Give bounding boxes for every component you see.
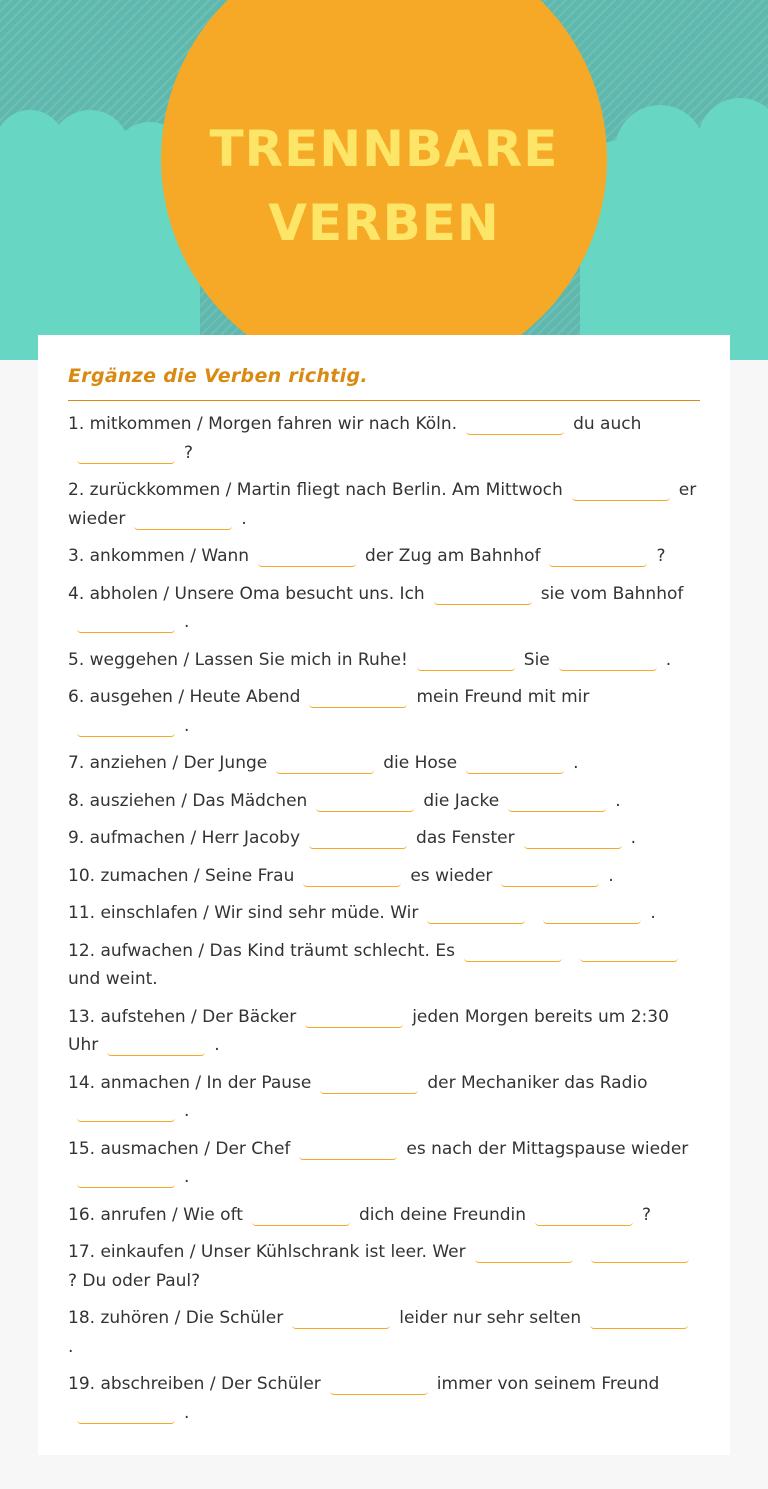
exercise-item xyxy=(68,539,700,577)
answer-blank-1[interactable] xyxy=(299,1137,397,1160)
exercise-item xyxy=(68,746,700,784)
answer-blank-1[interactable] xyxy=(309,826,407,849)
exercise-item xyxy=(68,1066,700,1132)
exercise-prompt: 7. anziehen / Der Junge xyxy=(68,753,268,773)
exercise-middle-text: der Mechaniker das Radio xyxy=(427,1072,648,1093)
exercise-ending: ? xyxy=(184,442,194,463)
exercise-middle-text: das Fenster xyxy=(416,828,515,848)
exercise-item xyxy=(68,643,700,681)
answer-blank-1[interactable] xyxy=(309,685,407,708)
answer-blank-1[interactable] xyxy=(464,939,562,962)
exercise-item xyxy=(68,784,700,822)
answer-blank-1[interactable] xyxy=(466,412,564,435)
exercise-prompt: 2. zurückkommen / Martin fliegt nach Berlin. Am Mittwoch xyxy=(68,480,563,500)
answer-blank-2[interactable] xyxy=(580,939,678,962)
answer-blank-2[interactable] xyxy=(77,1401,175,1424)
answer-blank-1[interactable] xyxy=(434,582,532,605)
exercise-middle-text: die Jacke xyxy=(423,790,500,811)
exercise-middle-text: der Zug am Bahnhof xyxy=(365,546,541,566)
answer-blank-1[interactable] xyxy=(305,1005,403,1028)
exercise-middle-text: du auch xyxy=(573,414,642,434)
exercise-item xyxy=(68,1132,700,1198)
exercise-ending: ? xyxy=(656,546,666,566)
exercise-prompt: 16. anrufen / Wie oft xyxy=(68,1204,243,1225)
answer-blank-2[interactable] xyxy=(77,1165,175,1188)
exercise-middle-text: die Hose xyxy=(383,753,458,773)
exercise-middle-text: dich deine Freundin xyxy=(358,1204,527,1225)
exercise-item xyxy=(68,473,700,539)
answer-blank-1[interactable] xyxy=(292,1306,390,1329)
exercise-prompt: 17. einkaufen / Unser Kühlschrank ist leer. Wer xyxy=(68,1242,466,1262)
answer-blank-2[interactable] xyxy=(535,1203,633,1226)
answer-blank-2[interactable] xyxy=(591,1240,689,1263)
exercise-prompt: 6. ausgehen / Heute Abend xyxy=(68,687,301,707)
exercise-prompt: 19. abschreiben / Der Schüler xyxy=(68,1374,321,1394)
answer-blank-2[interactable] xyxy=(77,714,175,737)
exercise-item xyxy=(68,934,700,1000)
answer-blank-2[interactable] xyxy=(107,1033,205,1056)
answer-blank-1[interactable] xyxy=(330,1372,428,1395)
title-line-1: TRENNBARE xyxy=(209,120,559,178)
exercise-prompt: 10. zumachen / Seine Frau xyxy=(68,865,295,886)
answer-blank-2[interactable] xyxy=(524,826,622,849)
exercise-item xyxy=(68,1367,700,1433)
answer-blank-1[interactable] xyxy=(258,544,356,567)
exercise-prompt: 5. weggehen / Lassen Sie mich in Ruhe! xyxy=(68,649,408,670)
exercise-item xyxy=(68,680,700,746)
worksheet-card xyxy=(38,335,730,1455)
instruction-heading: Ergänze die Verben richtig. xyxy=(68,365,368,387)
answer-blank-2[interactable] xyxy=(590,1306,688,1329)
exercise-prompt: 12. aufwachen / Das Kind träumt schlecht. Es xyxy=(68,940,455,961)
exercise-prompt: 3. ankommen / Wann xyxy=(68,546,250,566)
exercise-middle-text: leider nur sehr selten xyxy=(399,1308,582,1328)
answer-blank-2[interactable] xyxy=(549,544,647,567)
exercise-ending: . xyxy=(573,753,579,773)
exercise-prompt: 14. anmachen / In der Pause xyxy=(68,1072,312,1093)
exercise-middle-text: er wieder xyxy=(68,480,697,529)
exercise-ending: . xyxy=(650,903,656,923)
exercise-item xyxy=(68,407,700,473)
answer-blank-2[interactable] xyxy=(77,1099,175,1122)
answer-blank-1[interactable] xyxy=(417,648,515,671)
exercise-ending: . xyxy=(241,508,247,529)
exercise-ending: und weint. xyxy=(68,969,158,989)
answer-blank-2[interactable] xyxy=(134,507,232,530)
answer-blank-1[interactable] xyxy=(316,789,414,812)
answer-blank-1[interactable] xyxy=(427,901,525,924)
exercise-ending: . xyxy=(214,1035,220,1055)
exercise-middle-text: jeden Morgen bereits um 2:30 Uhr xyxy=(68,1006,669,1055)
exercise-middle-text: es wieder xyxy=(410,865,493,886)
answer-blank-2[interactable] xyxy=(77,441,175,464)
header-banner xyxy=(0,0,768,360)
exercise-item xyxy=(68,859,700,897)
exercise-item xyxy=(68,1198,700,1236)
title-line-2: VERBEN xyxy=(268,194,500,252)
exercise-ending: ? xyxy=(642,1204,652,1225)
exercise-middle-text: Sie xyxy=(523,649,550,670)
exercise-prompt: 9. aufmachen / Herr Jacoby xyxy=(68,828,301,848)
exercise-item xyxy=(68,896,700,934)
exercise-ending: . xyxy=(184,612,190,632)
exercise-ending: . xyxy=(665,649,672,670)
answer-blank-2[interactable] xyxy=(77,610,175,633)
exercise-middle-text: sie vom Bahnhof xyxy=(540,583,684,604)
exercise-middle-text: immer von seinem Freund xyxy=(436,1374,660,1394)
exercise-ending: . xyxy=(608,865,614,886)
answer-blank-2[interactable] xyxy=(501,864,599,887)
answer-blank-2[interactable] xyxy=(466,751,564,774)
answer-blank-2[interactable] xyxy=(543,901,641,924)
exercise-middle-text: mein Freund mit mir xyxy=(416,687,590,707)
exercise-ending: . xyxy=(68,1336,74,1357)
exercise-ending: ? Du oder Paul? xyxy=(68,1270,201,1291)
exercise-ending: . xyxy=(184,715,190,736)
exercise-prompt: 13. aufstehen / Der Bäcker xyxy=(68,1006,297,1027)
answer-blank-1[interactable] xyxy=(572,478,670,501)
exercise-item xyxy=(68,1235,700,1301)
exercise-prompt: 1. mitkommen / Morgen fahren wir nach Köln. xyxy=(68,414,458,434)
exercise-ending: . xyxy=(615,790,621,811)
exercise-ending: . xyxy=(184,1101,190,1121)
answer-blank-1[interactable] xyxy=(276,751,374,774)
exercise-prompt: 8. ausziehen / Das Mädchen xyxy=(68,790,308,811)
answer-blank-1[interactable] xyxy=(320,1071,418,1094)
exercise-item xyxy=(68,1301,700,1367)
exercise-prompt: 4. abholen / Unsere Oma besucht uns. Ich xyxy=(68,583,425,604)
answer-blank-1[interactable] xyxy=(252,1203,350,1226)
answer-blank-1[interactable] xyxy=(303,864,401,887)
answer-blank-2[interactable] xyxy=(508,789,606,812)
exercise-ending: . xyxy=(184,1402,190,1423)
heading-divider xyxy=(68,400,700,401)
exercise-prompt: 11. einschlafen / Wir sind sehr müde. Wir xyxy=(68,903,419,923)
exercise-ending: . xyxy=(184,1167,190,1187)
exercise-prompt: 15. ausmachen / Der Chef xyxy=(68,1138,291,1159)
exercise-ending: . xyxy=(630,828,636,848)
exercise-item xyxy=(68,821,700,859)
exercise-list xyxy=(68,407,700,1433)
page-title xyxy=(161,112,607,260)
exercise-prompt: 18. zuhören / Die Schüler xyxy=(68,1308,284,1328)
exercise-middle-text: es nach der Mittagspause wieder xyxy=(406,1138,689,1159)
answer-blank-2[interactable] xyxy=(559,648,657,671)
exercise-item xyxy=(68,577,700,643)
exercise-item xyxy=(68,1000,700,1066)
answer-blank-1[interactable] xyxy=(475,1240,573,1263)
